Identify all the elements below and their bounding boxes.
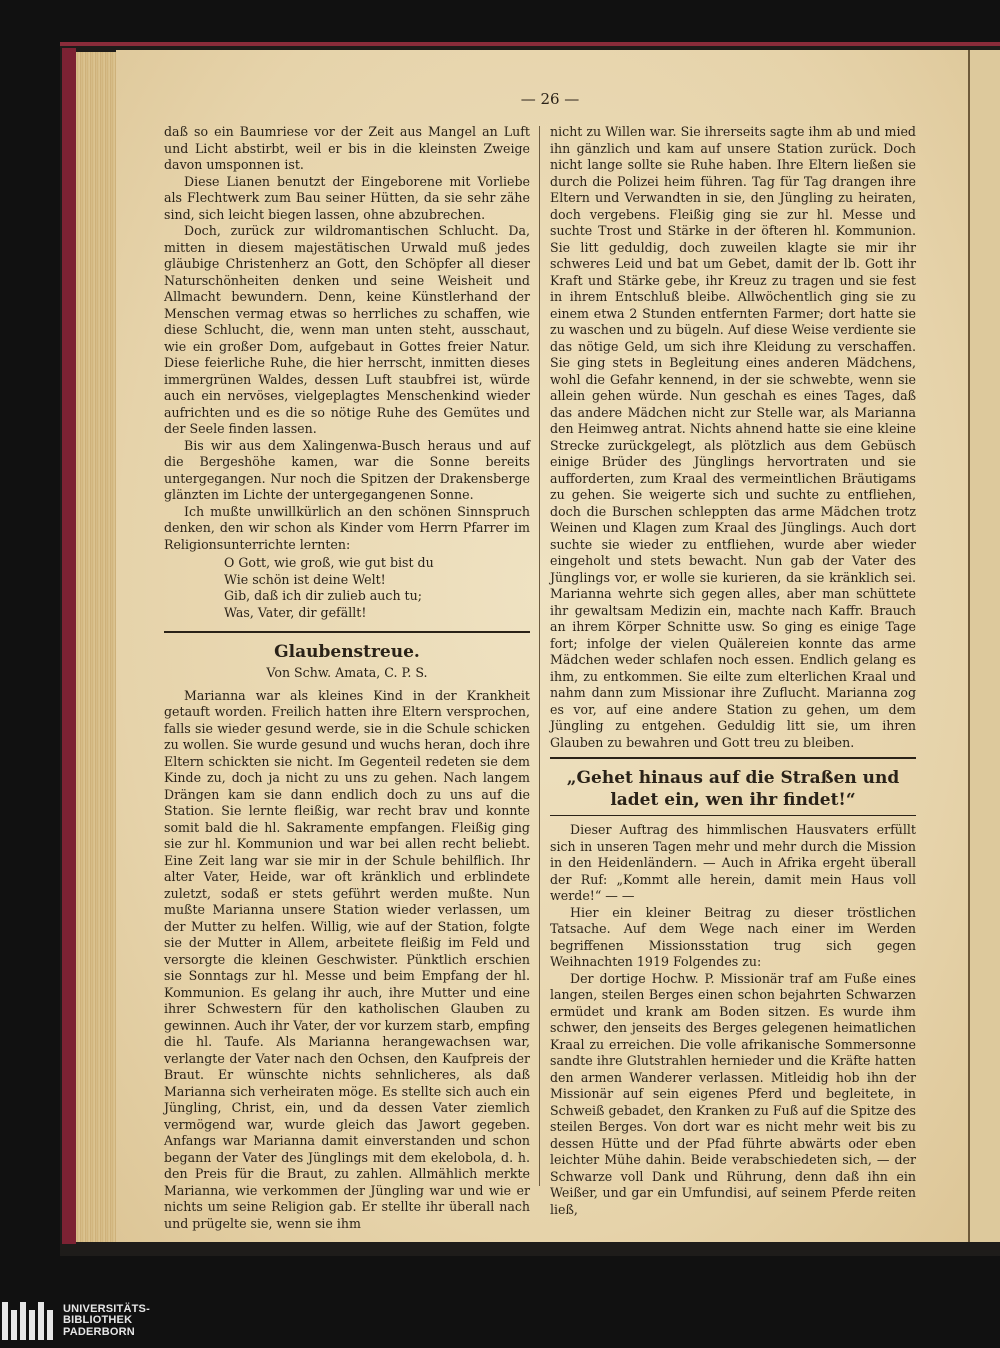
verse-line: Gib, daß ich dir zulieb auch tu; [224, 588, 422, 603]
section-rule [550, 757, 916, 759]
logo-line: UNIVERSITÄTS- [63, 1302, 150, 1315]
logo-line: BIBLIOTHEK [63, 1314, 133, 1327]
title-rule [550, 815, 916, 816]
right-column [550, 124, 916, 1218]
article-title: „Gehet hinaus auf die Straßen und ladet ein, wen ihr findet!“ [566, 768, 900, 810]
library-logo-icon [2, 1302, 53, 1340]
paragraph: Ich mußte unwillkürlich an den schönen Sinnspruch denken, den wir schon als Kinder vom Herrn Pfarrer im Religionsunterrichte lernten: [164, 503, 530, 552]
paragraph: Der dortige Hochw. P. Missionär traf am Fuße eines langen, steilen Berges einen schon bejahrten Schwarzen ermüdet und krank am Boden sitzen. Es wurde ihm schwer, den jenseits des Berges gelegenen heimatlichen Kraal zu erreichen. Die volle afrikanische Sommersonne sandte ihre Glutstrahlen hernieder und die Kräfte hatten den armen Wanderer verlassen. Mitleidig hob ihn der Missionär auf sein eigenes Pferd und begleitete, in Schweiß gebadet, den Kranken zu Fuß auf die Spitze des steilen Berges. Von dort war es nicht mehr weit bis zu dessen Hütte und der Pfad führte abwärts oder eben leichter Mühe dahin. Beide verabschiedeten sich, — der Schwarze voll Dank und Rührung, denn daß ihn ein Weißer, und gar ein Umfundisi, auf seinem Pferde reiten ließ, [550, 970, 916, 1217]
library-logo-text [63, 1304, 150, 1339]
paragraph: Marianna war als kleines Kind in der Krankheit getauft worden. Freilich hatten ihre Eltern versprochen, falls sie wieder gesund werde, sie in die Schule schicken zu wollen. Sie wurde gesund und wuchs heran, doch ihre Eltern schickten sie nicht. Im Gegenteil redeten sie dem Kinde zu, doch ja nicht zu uns zu gehen. Nach langem Drängen kam sie dann endlich doch zu uns auf die Station. Sie lernte fleißig, war recht brav und konnte somit bald die hl. Sakramente empfangen. Fleißig ging sie zur hl. Kommunion und war bei allen recht beliebt. Eine Zeit lang war sie mir in der Schule behilflich. Ihr alter Vater, Heide, war oft kränklich und erblindete zuletzt, sodaß er stets geführt werden mußte. Nun mußte Marianna unsere Station wieder verlassen, um der Mutter zu helfen. Willig, wie auf der Station, folgte sie der Mutter in Allem, arbeitete fleißig im Feld und versorgte die kleinen Geschwister. Pünktlich erschien sie Sonntags zur hl. Messe und beim Empfang der hl. Kommunion. Es gelang ihr auch, ihre Mutter und eine ihrer Schwestern für den katholischen Glauben zu gewinnen. Auch ihr Vater, der vor kurzem starb, empfing die hl. Taufe. Als Marianna herangewachsen war, verlangte der Vater nach den Ochsen, den Kaufpreis der Braut. Er wünschte nichts sehnlicheres, als daß Marianna sich verheiraten möge. Es stellte sich auch ein Jüngling, Christ, ein, und da dessen Vater ziemlich vermögend war, wurde gleich das Jawort gegeben. Anfangs war Marianna damit einverstanden und schon begann der Vater des Jünglings mit dem ekelobola, d. h. den Preis für die Braut, zu zahlen. Allmählich merkte Marianna, wie verkommen der Jüngling war und wie er nichts um seine Religion gab. Er stellte ihr überall nach und prügelte sie, wenn sie ihm [164, 687, 530, 1231]
page-number: — 26 — [520, 90, 580, 108]
paragraph: daß so ein Baumriese vor der Zeit aus Mangel an Luft und Licht abstirbt, weil er bis in die kleinsten Zweige davon umsponnen ist. [164, 124, 530, 172]
page-edges [76, 52, 116, 1242]
column-separator [539, 126, 540, 1186]
book-edge-red [62, 48, 76, 1244]
paragraph: Doch, zurück zur wildromantischen Schlucht. Da, mitten in diesem majestätischen Urwald muß jedes gläubige Christenherz an Gott, den Schöpfer all dieser Naturschönheiten denken und seine Weisheit und Allmacht bewundern. Denn, keine Künstlerhand der Menschen vermag etwas so herrliches zu schaffen, wie diese Schlucht, die, wenn man unten steht, ausschaut, wie ein großer Dom, aufgebaut in Gottes freier Natur. Diese feierliche Ruhe, die hier herrscht, inmitten dieses immergrünen Waldes, dessen Luft staubfrei ist, würde auch ein nervöses, vielgeplagtes Menschenkind wieder aufrichten und es die so nötige Ruhe des Gemütes und der Seele finden lassen. [164, 223, 530, 436]
verse [224, 555, 530, 621]
next-page-edge [968, 50, 1000, 1242]
article-byline: Von Schw. Amata, C. P. S. [266, 665, 428, 680]
article-title: Glaubenstreue. [274, 642, 420, 662]
left-column [164, 124, 530, 1232]
logo-line: PADERBORN [63, 1325, 135, 1338]
section-rule [164, 631, 530, 633]
paragraph: Diese Lianen benutzt der Eingeborene mit Vorliebe als Flechtwerk zum Bau seiner Hütten, da sie sehr zähe sind, sich leicht biegen lassen, ohne abzubrechen. [164, 173, 530, 222]
verse-line: Was, Vater, dir gefällt! [224, 604, 367, 620]
paragraph: Dieser Auftrag des himmlischen Hausvaters erfüllt sich in unseren Tagen mehr und mehr durch die Mission in den Heidenländern. — Auch in Afrika ergeht überall der Ruf: „Kommt alle herein, damit mein Haus voll werde!“ — — [550, 822, 916, 903]
paragraph: Hier ein kleiner Beitrag zu dieser tröstlichen Tatsache. Auf dem Wege nach einer im Werden begriffenen Missionsstation trug sich gegen Weihnachten 1919 Folgendes zu: [550, 904, 916, 969]
verse-line: Wie schön ist deine Welt! [224, 571, 386, 587]
paragraph: Bis wir aus dem Xalingenwa-Busch heraus und auf die Bergeshöhe kamen, war die Sonne bereits untergegangen. Nur noch die Spitzen der Drakensberge glänzten im Lichte der untergegangenen Sonne. [164, 437, 530, 502]
paragraph: nicht zu Willen war. Sie ihrerseits sagte ihm ab und mied ihn gänzlich und kam auf unsere Station zurück. Doch nicht lange sollte sie Ruhe haben. Ihre Eltern ließen sie durch die Polizei heim führen. Tag für Tag drangen ihre Eltern und Verwandten in sie, den Jüngling zu heiraten, doch vergebens. Fleißig ging sie zur hl. Messe und suchte Trost und Stärke in der öfteren hl. Kommunion. Sie litt geduldig, doch zuweilen klagte sie mir ihr schweres Leid und bat um Gebet, damit der lb. Gott ihr Kraft und Stärke gebe, ihr Kreuz zu tragen und sie fest in ihrem Entschluß bleibe. Allwöchentlich ging sie zu einem etwa 2 Stunden entfernten Farmer; dort hatte sie zu waschen und zu bügeln. Auf diese Weise verdiente sie das nötige Geld, um sich ihre Kleidung zu verschaffen. Sie ging stets in Begleitung eines anderen Mädchens, wohl die Gefahr kennend, in der sie schwebte, wenn sie allein gehen würde. Nun geschah es eines Tages, daß das andere Mädchen nicht zur Stelle war, als Marianna den Heimweg antrat. Nichts ahnend hatte sie eine kleine Strecke zurückgelegt, als plötzlich aus dem Gebüsch einige Brüder des Jünglings hervortraten und sie aufforderten, zum Kraal des vermeintlichen Bräutigams zu gehen. Sie weigerte sich und suchte zu entfliehen, doch die Burschen schleppten das arme Mädchen trotz Weinen und Klagen zum Kraal des Jünglings. Auch dort suchte sie wieder zu entfliehen, wurde aber wieder eingeholt und stets bewacht. Nun gab der Vater des Jünglings vor, er wolle sie kurieren, da sie kränklich sei. Marianna wehrte sich gegen alles, aber man schüttete ihr gewaltsam Medizin ein, machte nach Kaffr. Brauch an ihrem Körper Schnitte usw. So ging es einige Tage fort; infolge der vielen Quälereien konnte das arme Mädchen weder schlafen noch essen. Endlich gelang es ihm, zu entkommen. Sie eilte zum elterlichen Kraal und nahm dann zum Missionar ihre Zuflucht. Marianna zog es vor, auf eine andere Station zu gehen, um dem Jüngling zu entgehen. Geduldig litt sie, um ihren Glauben zu bewahren und Gott treu zu bleiben. [550, 124, 916, 750]
library-logo [0, 1296, 200, 1346]
verse-line: O Gott, wie groß, wie gut bist du [224, 555, 434, 570]
